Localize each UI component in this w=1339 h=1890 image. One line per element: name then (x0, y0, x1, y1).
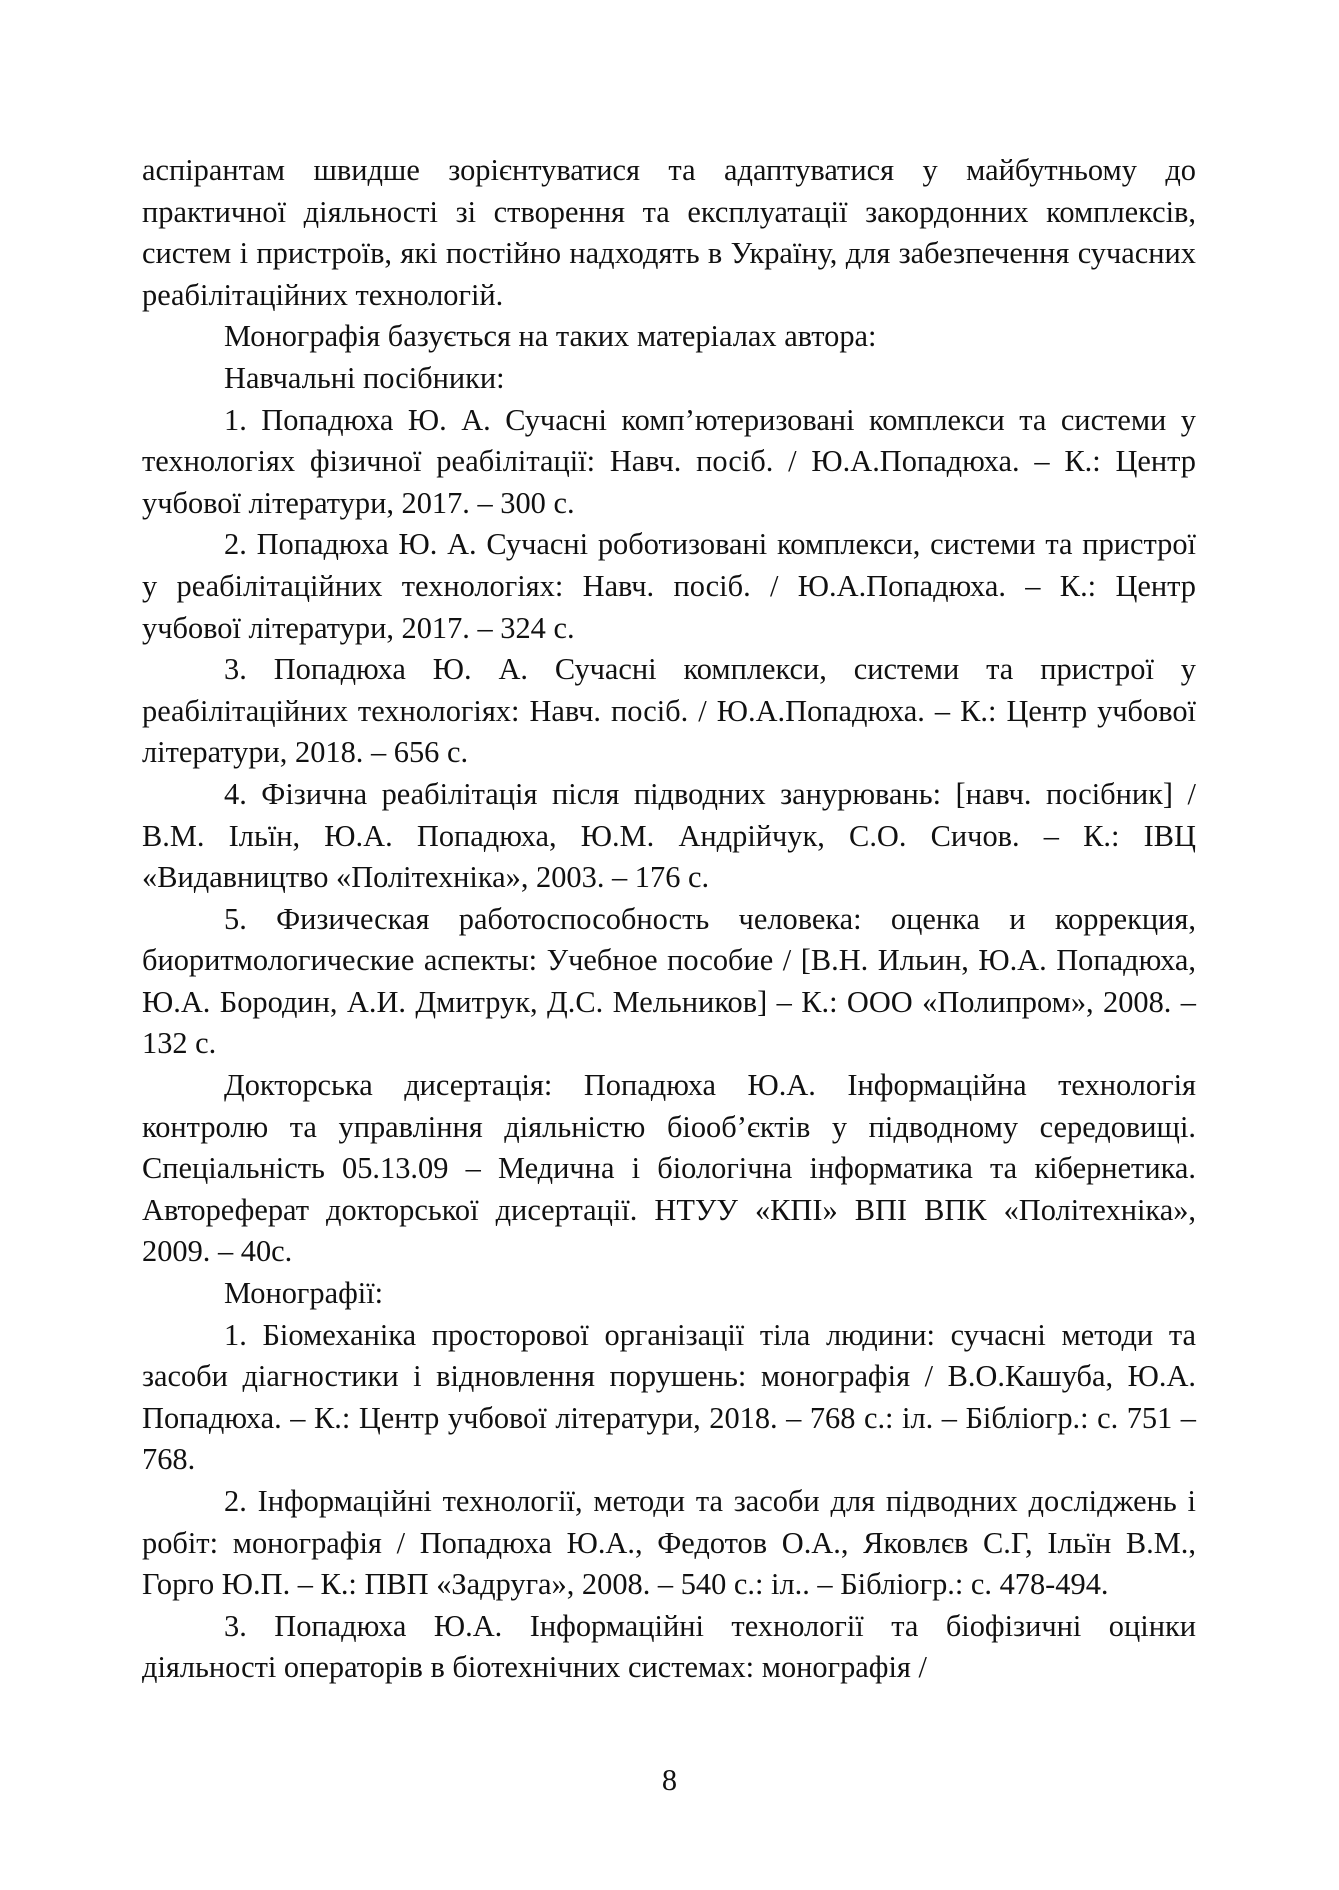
list-item-monograph-1: 1. Біомеханіка просторової організації тіла людини: сучасні методи та засоби діагностики і відновлення порушень: монографія / В.О.Кашуба, Ю.А. Попадюха. – К.: Центр учбової літератури, 2018. – 768 с.: іл. – Бібліогр.: с. 751 – 768. (142, 1317, 1196, 1477)
list-item-textbook-2: 2. Попадюха Ю. А. Сучасні роботизовані комплекси, системи та пристрої у реабілітаційних технологіях: Навч. посіб. / Ю.А.Попадюха. – К.: Центр учбової літератури, 2017. – 324 с. (142, 527, 1196, 645)
heading-monographs: Монографії: (224, 1276, 384, 1311)
list-item-textbook-3: 3. Попадюха Ю. А. Сучасні комплекси, системи та пристрої у реабілітаційних технологіях: Навч. посіб. / Ю.А.Попадюха. – К.: Центр учбової літератури, 2018. – 656 с. (142, 652, 1196, 770)
heading-textbooks: Навчальні посібники: (224, 360, 505, 395)
paragraph-doctoral-dissertation: Докторська дисертація: Попадюха Ю.А. Інформаційна технологія контролю та управління діяльністю біооб’єктів у підводному середовищі. Спеціальність 05.13.09 – Медична і біологічна інформатика та кібернетика. Автореферат докторської дисертації. НТУУ «КПІ» ВПІ ВПК «Політехніка», 2009. – 40с. (142, 1068, 1196, 1269)
document-body (142, 150, 1196, 1689)
paragraph-monograph-basis: Монографія базується на таких матеріалах автора: (224, 319, 877, 354)
list-item-monograph-2: 2. Інформаційні технології, методи та засоби для підводних досліджень і робіт: монографія / Попадюха Ю.А., Федотов О.А., Яковлєв С.Г, Ільїн В.М., Горго Ю.П. – К.: ПВП «Задруга», 2008. – 540 с.: іл.. – Бібліогр.: с. 478-494. (142, 1484, 1196, 1602)
page-number: 8 (661, 1763, 678, 1797)
list-item-monograph-3: 3. Попадюха Ю.А. Інформаційні технології та біофізичні оцінки діяльності операторів в біотехнічних системах: монографія / (142, 1608, 1196, 1685)
paragraph-intro-continuation: аспірантам швидше зорієнтуватися та адаптуватися у майбутньому до практичної діяльності зі створення та експлуатації закордонних комплексів, систем і пристроїв, які постійно надходять в Україну, для забезпечення сучасних реабілітаційних технологій. (142, 153, 1196, 312)
list-item-textbook-5: 5. Физическая работоспособность человека: оценка и коррекция, биоритмологические аспекты: Учебное пособие / [В.Н. Ильин, Ю.А. Попадюха, Ю.А. Бородин, А.И. Дмитрук, Д.С. Мельников] – К.: ООО «Полипром», 2008. – 132 с. (142, 901, 1196, 1061)
list-item-textbook-4: 4. Фізична реабілітація після підводних занурювань: [навч. посібник] / В.М. Ільїн, Ю.А. Попадюха, Ю.М. Андрійчук, С.О. Сичов. – К.: ІВЦ «Видавництво «Політехніка», 2003. – 176 с. (142, 776, 1196, 895)
list-item-textbook-1: 1. Попадюха Ю. А. Сучасні комп’ютеризовані комплекси та системи у технологіях фізичної реабілітації: Навч. посіб. / Ю.А.Попадюха. – К.: Центр учбової літератури, 2017. – 300 с. (142, 402, 1196, 520)
